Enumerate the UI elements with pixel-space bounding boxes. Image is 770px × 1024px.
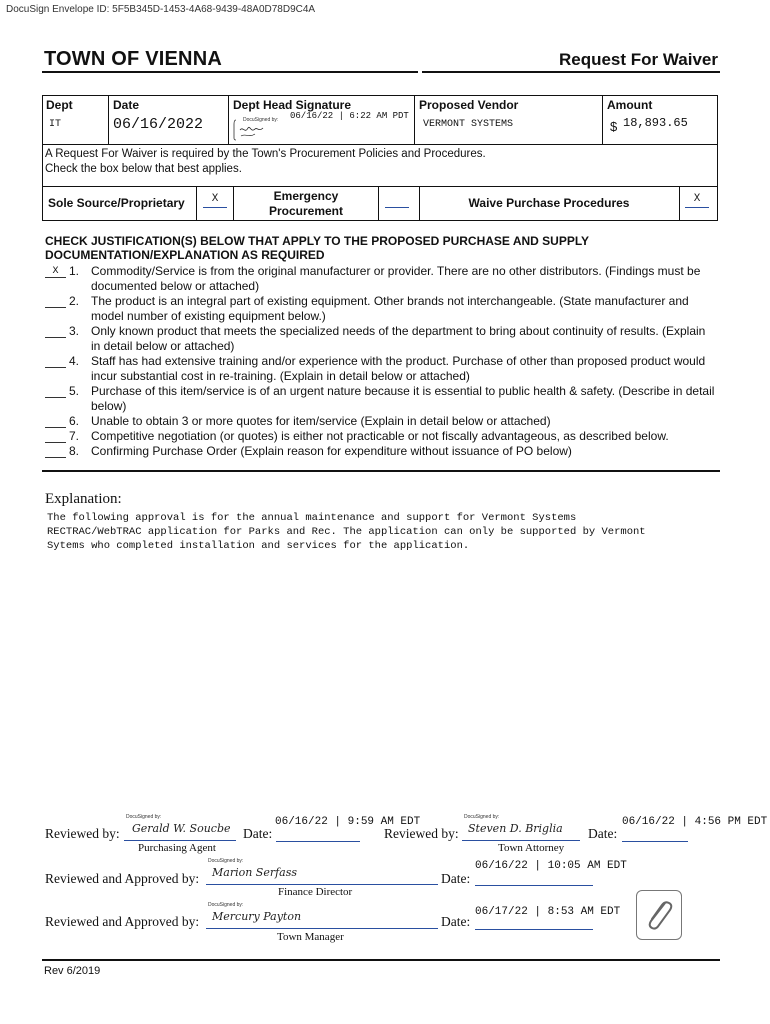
amount-value[interactable]: 18,893.65 — [623, 116, 688, 130]
dept-head-signature-label: Dept Head Signature — [233, 98, 352, 112]
envelope-id: DocuSign Envelope ID: 5F5B345D-1453-4A68-9439-48A0D78D9C4A — [6, 4, 316, 15]
justification-item: 3. Only known product that meets the specialized needs of the department to bring about continuity of results. (Explain in detail below or attached) — [45, 324, 725, 354]
sole-source-label: Sole Source/Proprietary — [48, 196, 185, 210]
vendor-label: Proposed Vendor — [419, 98, 519, 112]
attorney-signature-line[interactable]: Steven D. Briglia DocuSigned by: — [462, 818, 580, 841]
justification-heading: CHECK JUSTIFICATION(S) BELOW THAT APPLY TO THE PROPOSED PURCHASE AND SUPPLY DOCUMENTATION/EXPLANATION AS REQUIRED — [45, 234, 590, 262]
justification-item: X 1. Commodity/Service is from the original manufacturer or provider. There are no other distributors. (Findings must be documented below or attached) — [45, 264, 725, 294]
waive-procedures-label: Waive Purchase Procedures — [468, 196, 630, 210]
date-value[interactable]: 06/16/2022 — [113, 116, 204, 133]
purchasing-date-line[interactable] — [276, 829, 360, 842]
purchasing-date-stamp: 06/16/22 | 9:59 AM EDT — [275, 816, 421, 828]
paperclip-icon[interactable] — [636, 890, 682, 940]
finance-reviewed-label: Reviewed and Approved by: — [45, 871, 200, 886]
justification-checkbox[interactable] — [45, 414, 66, 428]
header-divider — [42, 71, 720, 73]
justification-checkbox[interactable] — [45, 429, 66, 443]
justification-checkbox[interactable] — [45, 354, 66, 368]
manager-role: Town Manager — [277, 931, 344, 943]
vendor-value[interactable]: VERMONT SYSTEMS — [423, 119, 514, 130]
sole-source-checkbox[interactable]: X — [203, 193, 227, 208]
justification-item: 2. The product is an integral part of existing equipment. Other brands not interchangeable. (State manufacturer and model number of existing equipment below.) — [45, 294, 725, 324]
emergency-label: Emergency Procurement — [268, 189, 344, 218]
waive-procedures-checkbox[interactable]: X — [685, 193, 709, 208]
explanation-text[interactable]: The following approval is for the annual maintenance and support for Vermont Systems RECTRAC/WebTRAC application for Parks and Rec. The application can only be supported by Vermont Sytems who completed installation and services for the application. — [47, 512, 646, 552]
revision-label: Rev 6/2019 — [44, 965, 101, 977]
finance-signature: Marion Serfass — [212, 866, 298, 879]
manager-date-label: Date: — [441, 914, 471, 929]
notice-line-2: Check the box below that best applies. — [45, 163, 242, 175]
manager-reviewed-label: Reviewed and Approved by: — [45, 914, 200, 929]
attorney-date-stamp: 06/16/22 | 4:56 PM EDT — [622, 816, 768, 828]
purchasing-signature-line[interactable]: Gerald W. Soucbe DocuSigned by: — [124, 818, 236, 841]
purchasing-date-label: Date: — [243, 826, 273, 841]
attorney-date-line[interactable] — [622, 829, 688, 842]
justification-checkbox[interactable]: X — [45, 264, 66, 278]
finance-date-label: Date: — [441, 871, 471, 886]
docusigned-by-label: DocuSigned by: — [243, 117, 279, 123]
emergency-checkbox[interactable] — [385, 193, 409, 208]
dept-label: Dept — [46, 98, 73, 112]
amount-label: Amount — [607, 98, 653, 112]
justification-checkbox[interactable] — [45, 294, 66, 308]
attorney-reviewed-label: Reviewed by: — [384, 826, 459, 841]
justification-checkbox[interactable] — [45, 444, 66, 458]
footer-divider — [42, 959, 720, 961]
notice-line-1: A Request For Waiver is required by the Town's Procurement Policies and Procedures. — [45, 148, 486, 160]
justification-checkbox[interactable] — [45, 324, 66, 338]
date-label: Date — [113, 98, 140, 112]
justification-item: 7. Competitive negotiation (or quotes) is either not practicable or not fiscally advantageous, as described below. — [45, 429, 725, 444]
justification-item: 6. Unable to obtain 3 or more quotes for item/service (Explain in detail below or attached) — [45, 414, 725, 429]
amount-currency: $ — [610, 119, 618, 134]
purchasing-role: Purchasing Agent — [138, 842, 216, 854]
request-fields-box — [42, 95, 718, 145]
dept-value[interactable]: IT — [49, 119, 62, 130]
section-divider — [42, 470, 720, 472]
finance-role: Finance Director — [278, 886, 353, 898]
org-title: TOWN OF VIENNA — [44, 48, 222, 70]
justification-item: 8. Confirming Purchase Order (Explain reason for expenditure without issuance of PO below) — [45, 444, 725, 459]
justification-checkbox[interactable] — [45, 384, 66, 398]
attorney-signature: Steven D. Briglia — [468, 822, 563, 835]
finance-date-line[interactable] — [475, 873, 593, 886]
purchasing-signature: Gerald W. Soucbe — [132, 822, 231, 835]
manager-signature-line[interactable]: Mercury Payton DocuSigned by: — [206, 906, 438, 929]
manager-date-line[interactable] — [475, 917, 593, 930]
notice-box — [42, 145, 718, 187]
manager-date-stamp: 06/17/22 | 8:53 AM EDT — [475, 906, 621, 918]
finance-date-stamp: 06/16/22 | 10:05 AM EDT — [475, 860, 627, 872]
purchasing-reviewed-label: Reviewed by: — [45, 826, 120, 841]
waiver-type-box — [42, 186, 718, 221]
dept-head-sign-stamp: 06/16/22 | 6:22 AM PDT — [290, 111, 409, 121]
finance-signature-line[interactable]: Marion Serfass DocuSigned by: — [206, 862, 438, 885]
justification-item: 5. Purchase of this item/service is of an urgent nature because it is essential to public health & safety. (Describe in detail below) — [45, 384, 725, 414]
attorney-role: Town Attorney — [498, 842, 565, 854]
form-title: Request For Waiver — [558, 50, 718, 69]
explanation-label: Explanation: — [45, 491, 122, 507]
attorney-date-label: Date: — [588, 826, 618, 841]
justification-item: 4. Staff has had extensive training and/or experience with the product. Purchase of other than proposed product would incur substantial cost in re-training. (Explain in detail below or attached) — [45, 354, 725, 384]
manager-signature: Mercury Payton — [212, 910, 302, 923]
